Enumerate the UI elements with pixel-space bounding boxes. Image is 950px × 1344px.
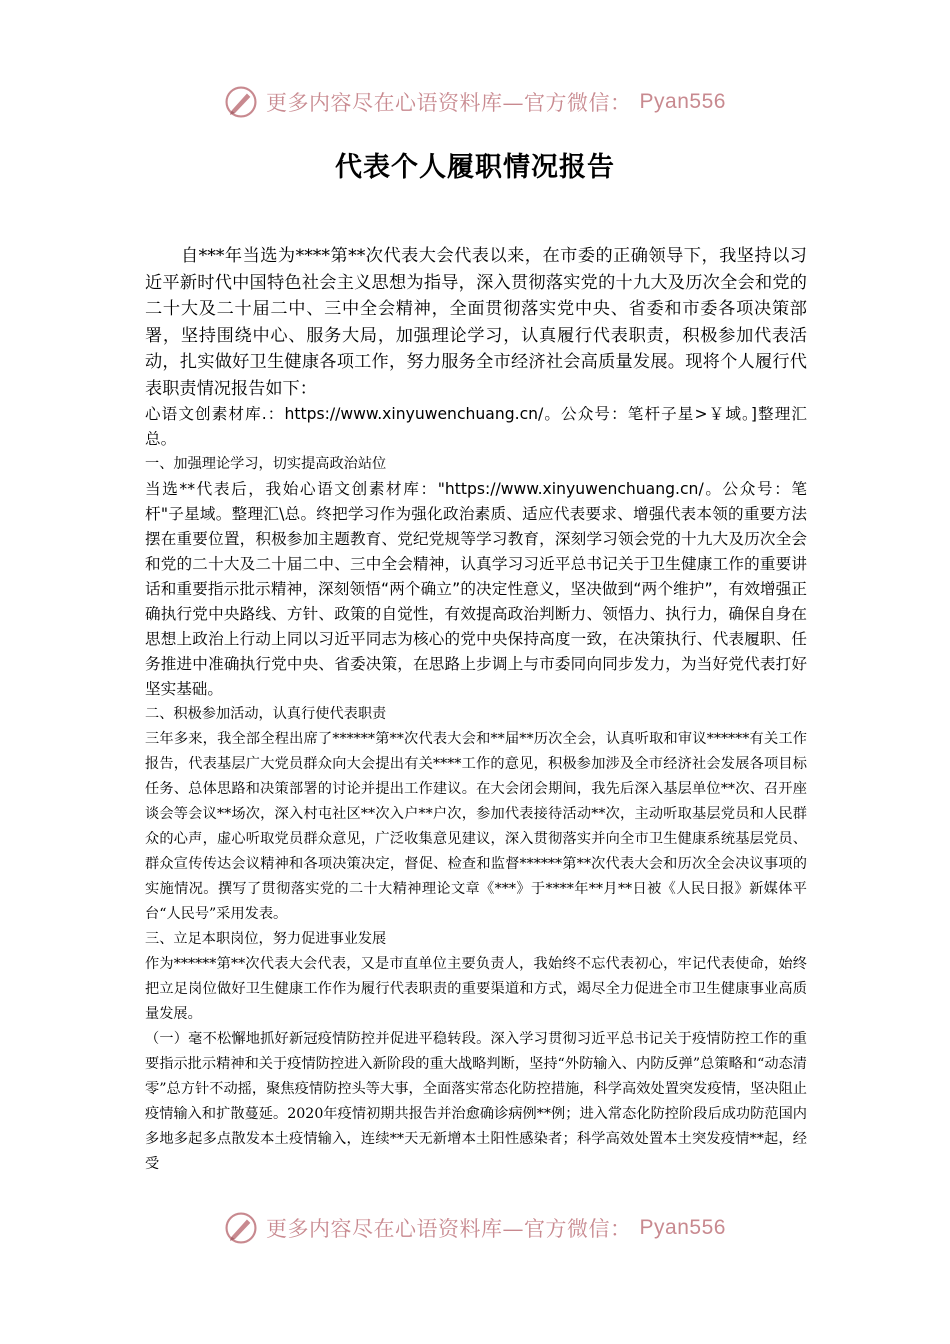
- document-title: 代表个人履职情况报告: [335, 152, 615, 183]
- section3-item1-paragraph: （一）毫不松懈地抓好新冠疫情防控并促进平稳转段。深入学习贯彻习近平总书记关于疫情防控工作的重要指示批示精神和关于疫情防控进入新阶段的重大战略判断，坚持“外防输入、内防反弹”总策略和“动态清零”总方针不动摇，聚焦疫情防控头等大事，全面落实常态化防控措施，科学高效处置突发疫情，坚决阻止疫情输入和扩散蔓延。2020年疫情初期共报告并治愈确诊病例**例；进入常态化防控阶段后成功防范国内多地多起多点散发本土疫情输入，连续**天无新增本土阳性感染者；科学高效处置本土突发疫情**起，经受: [145, 1031, 807, 1172]
- watermark-banner-bottom: [0, 1208, 950, 1248]
- watermark-text: 更多内容尽在心语资料库—官方微信：: [266, 1217, 632, 1241]
- section2-paragraph: 三年多来，我全部全程出席了******第**次代表大会和**届**历次全会，认真听取和审议******有关工作报告，代表基层广大党员群众向大会提出有关****工作的意见，积极参加涉及全市经济社会发展各项目标任务、总体思路和决策部署的讨论并提出工作建议。在大会闭会期间，我先后深入基层单位**次、召开座谈会等会议**场次，深入村屯社区**次入户**户次，参加代表接待活动**次，主动听取基层党员和人民群众的心声，虚心听取党员群众意见，广泛收集意见建议，深入贯彻落实并向全市卫生健康系统基层党员、群众宣传传达会议精神和各项决策决定，督促、检查和监督******第**次代表大会和历次全会决议事项的实施情况。撰写了贯彻落实党的二十大精神理论文章《***》于****年**月**日被《人民日报》新媒体平台“人民号”采用发表。: [145, 731, 807, 922]
- section1-heading: 一、加强理论学习，切实提高政治站位: [145, 456, 387, 472]
- document-body: [145, 243, 807, 1177]
- pen-logo-icon: [224, 1211, 258, 1245]
- watermark-wechat-id: Pyan556: [639, 90, 726, 113]
- section1-paragraph: 当选**代表后，我始心语文创素材库："https://www.xinyuwenchuang.cn/。公众号：笔杆"子星域。整理汇\总。终把学习作为强化政治素质、适应代表要求、增强代表本领的重要方法摆在重要位置，积极参加主题教育、党纪党规等学习教育，深刻学习领会党的十九大及历次全会和党的二十大及二十届二中、三中全会精神，认真学习习近平总书记关于卫生健康工作的重要讲话和重要指示批示精神，深刻领悟“两个确立”的决定性意义，坚决做到“两个维护”，有效增强正确执行党中央路线、方针、政策的自觉性，有效提高政治判断力、领悟力、执行力，确保自身在思想上政治上行动上同以习近平同志为核心的党中央保持高度一致，在决策执行、代表履职、任务推进中准确执行党中央、省委决策，在思路上步调上与市委同向同步发力，为当好党代表打好坚实基础。: [145, 480, 808, 698]
- section3-heading: 三、立足本职岗位，努力促进事业发展: [145, 931, 387, 947]
- watermark-banner-top: [0, 82, 950, 122]
- source-note: 心语文创素材库.：https://www.xinyuwenchuang.cn/。公众号：笔杆子星>￥域。]整理汇总。: [145, 405, 807, 448]
- section3-paragraph: 作为******第**次代表大会代表，又是市直单位主要负责人，我始终不忘代表初心，牢记代表使命，始终把立足岗位做好卫生健康工作作为履行代表职责的重要渠道和方式，竭尽全力促进全市卫生健康事业高质量发展。: [145, 956, 807, 1022]
- watermark-wechat-id: Pyan556: [639, 1216, 726, 1239]
- pen-logo-icon: [224, 85, 258, 119]
- watermark-text: 更多内容尽在心语资料库—官方微信：: [266, 91, 632, 115]
- section2-heading: 二、积极参加活动，认真行使代表职责: [145, 706, 387, 722]
- intro-paragraph: 自***年当选为****第**次代表大会代表以来，在市委的正确领导下，我坚持以习近平新时代中国特色社会主义思想为指导，深入贯彻落实党的十九大及历次全会和党的二十大及二十届二中、三中全会精神，全面贯彻落实党中央、省委和市委各项决策部署，坚持围绕中心、服务大局，加强理论学习，认真履行代表职责，积极参加代表活动，扎实做好卫生健康各项工作，努力服务全市经济社会高质量发展。现将个人履行代表职责情况报告如下：: [145, 246, 807, 399]
